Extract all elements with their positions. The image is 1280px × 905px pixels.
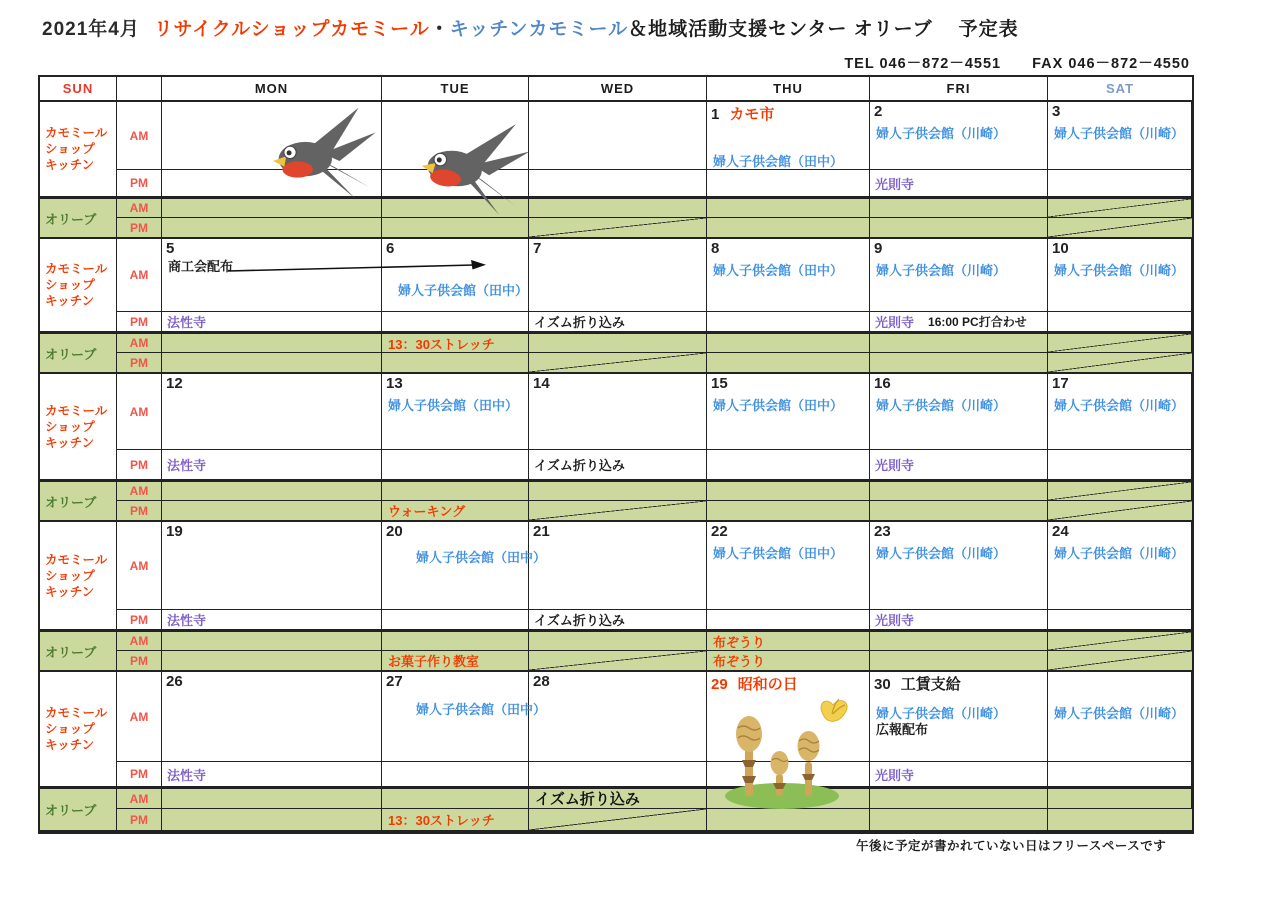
- day-number-row: [382, 374, 528, 392]
- olive-cell: [382, 630, 529, 651]
- pm-cell: [870, 762, 1048, 787]
- day-number: 28: [533, 673, 550, 690]
- pm-cell: [707, 610, 870, 630]
- olive-cell: [162, 630, 382, 651]
- event-text: 婦人子供会館（田中）: [713, 398, 844, 413]
- event-text: 婦人子供会館（川崎）: [876, 706, 1007, 721]
- event-text: 婦人子供会館（田中）: [713, 154, 844, 169]
- event-text: イズム折り込み: [534, 315, 625, 330]
- pm-cell: [870, 610, 1048, 630]
- kamomile-label: [40, 102, 117, 197]
- olive-cell: [870, 651, 1048, 672]
- day-number-row: [529, 522, 706, 540]
- olive-am-label: AM: [117, 630, 162, 651]
- olive-cell: [707, 630, 870, 651]
- day-number-row: [1048, 102, 1191, 120]
- day-number: 1: [711, 106, 720, 123]
- pm-content: [870, 610, 1047, 629]
- day-number: 26: [166, 673, 183, 690]
- pm-content: [529, 312, 706, 331]
- am-label: AM: [117, 374, 162, 450]
- olive-cell: [870, 787, 1048, 809]
- event-text: 婦人子供会館（川崎）: [1054, 263, 1185, 278]
- pm-content: [162, 450, 381, 479]
- day-number-row: [870, 672, 1047, 694]
- week-row: [40, 672, 1192, 832]
- pm-cell: [382, 450, 529, 480]
- olive-cell: [529, 630, 707, 651]
- olive-cell: [529, 332, 707, 353]
- crossed-cell: [1048, 218, 1192, 239]
- olive-cell: [707, 651, 870, 672]
- kamomile-label-line: ショップ: [45, 568, 95, 583]
- crossed-cell: [529, 218, 707, 239]
- day-cell: [162, 374, 382, 450]
- olive-am-label: AM: [117, 332, 162, 353]
- am-label: AM: [117, 239, 162, 312]
- crossed-cell: [1048, 501, 1192, 522]
- day-number: 14: [533, 375, 550, 392]
- footnote: 午後に予定が書かれていない日はフリースペースです: [856, 839, 1167, 853]
- pm-content: [162, 312, 381, 331]
- event-text: 光則寺: [875, 458, 915, 473]
- pm-cell: [162, 312, 382, 332]
- event-text: イズム折り込み: [535, 791, 640, 808]
- event-text: 婦人子供会館（川崎）: [876, 546, 1007, 561]
- day-cell: [529, 522, 707, 610]
- pm-content: [162, 610, 381, 629]
- page-title: [42, 14, 1019, 41]
- day-cell: [870, 672, 1048, 762]
- event-text: 婦人子供会館（田中）: [416, 550, 547, 565]
- crossed-cell: [529, 651, 707, 672]
- crossed-cell: [1048, 353, 1192, 374]
- event-text: 婦人子供会館（田中）: [713, 546, 844, 561]
- pm-cell: [162, 450, 382, 480]
- olive-cell: [529, 787, 707, 809]
- olive-cell: [382, 809, 529, 832]
- olive-cell: [707, 501, 870, 522]
- day-cell: [382, 374, 529, 450]
- pm-cell: [1048, 762, 1192, 787]
- day-number-row: [382, 522, 528, 540]
- day-number-row: [529, 672, 706, 690]
- olive-label: オリーブ: [40, 332, 117, 374]
- pm-cell: [870, 450, 1048, 480]
- pm-cell: [382, 312, 529, 332]
- kamomile-label-line: ショップ: [45, 142, 95, 156]
- day-cell: [707, 374, 870, 450]
- olive-cell: [707, 787, 870, 809]
- olive-label: オリーブ: [40, 480, 117, 522]
- day-number-row: [870, 374, 1047, 392]
- day-cell: [707, 102, 870, 170]
- pm-cell: [707, 762, 870, 787]
- pm-cell: [162, 762, 382, 787]
- pm-label: PM: [117, 610, 162, 630]
- event-text: 婦人子供会館（川崎）: [876, 126, 1007, 141]
- olive-cell: [162, 501, 382, 522]
- pm-cell: [162, 170, 382, 197]
- event-text: 婦人子供会館（田中）: [416, 702, 547, 717]
- am-label: AM: [117, 102, 162, 170]
- pm-cell: [1048, 610, 1192, 630]
- day-cell: [382, 102, 529, 170]
- event-text: 婦人子供会館（川崎）: [876, 398, 1007, 413]
- kamomile-label: [40, 672, 117, 787]
- day-number: 2: [874, 103, 883, 120]
- crossed-cell: [1048, 332, 1192, 353]
- pm-cell: [529, 170, 707, 197]
- day-number: 19: [166, 523, 183, 540]
- day-cell: [162, 672, 382, 762]
- day-number: 29: [711, 676, 728, 693]
- olive-cell: [382, 218, 529, 239]
- event-text: 布ぞうり: [713, 634, 766, 650]
- day-number-row: [1048, 522, 1191, 540]
- event-text: イズム折り込み: [534, 458, 625, 473]
- schedule-table: [38, 75, 1194, 834]
- week-row: [40, 374, 1192, 522]
- olive-cell: [382, 651, 529, 672]
- am-label: AM: [117, 522, 162, 610]
- kamomile-label-line: カモミール: [45, 403, 108, 418]
- week-row: [40, 239, 1192, 374]
- title-month: 2021年4月: [42, 19, 140, 40]
- crossed-cell: [1048, 197, 1192, 218]
- day-number-row: [870, 102, 1047, 120]
- event-text: イズム折り込み: [534, 613, 625, 628]
- crossed-cell: [1048, 630, 1192, 651]
- kamomile-label-line: ショップ: [45, 278, 95, 292]
- pm-cell: [382, 170, 529, 197]
- event-text: 光則寺: [875, 613, 915, 628]
- olive-label: オリーブ: [40, 197, 117, 239]
- pm-cell: [529, 312, 707, 332]
- pm-cell: [529, 762, 707, 787]
- event-text: 法性寺: [167, 458, 207, 473]
- olive-cell: [162, 809, 382, 832]
- day-number-row: [707, 102, 869, 124]
- pm-content: [870, 450, 1047, 479]
- olive-cell: [382, 787, 529, 809]
- day-cell: [1048, 374, 1192, 450]
- day-number-row: [162, 522, 381, 540]
- day-cell: [529, 672, 707, 762]
- day-title: カモ市: [729, 106, 775, 123]
- day-number: 8: [711, 240, 720, 257]
- event-text: 法性寺: [167, 613, 207, 628]
- crossed-cell: [1048, 651, 1192, 672]
- crossed-cell: [529, 353, 707, 374]
- event-text: 法性寺: [167, 315, 207, 330]
- day-number-row: [382, 672, 528, 690]
- day-number-row: [382, 239, 528, 257]
- kamomile-label-line: キッチン: [45, 738, 95, 752]
- olive-cell: [529, 480, 707, 501]
- pm-cell: [1048, 312, 1192, 332]
- day-cell: [870, 239, 1048, 312]
- event-text: 13：30ストレッチ: [388, 813, 495, 828]
- kamomile-label-line: キッチン: [45, 584, 95, 599]
- olive-cell: [1048, 809, 1192, 832]
- olive-cell: [707, 197, 870, 218]
- olive-cell: [1048, 787, 1192, 809]
- event-text: 婦人子供会館（田中）: [398, 283, 529, 298]
- pm-label: PM: [117, 762, 162, 787]
- pm-label: PM: [117, 170, 162, 197]
- olive-cell: [529, 197, 707, 218]
- pm-cell: [870, 170, 1048, 197]
- crossed-cell: [529, 809, 707, 832]
- kamomile-label: [40, 239, 117, 332]
- day-cell: [707, 522, 870, 610]
- day-number: 21: [533, 523, 550, 540]
- title-kitchen: キッチンカモミール: [449, 19, 629, 40]
- day-number: 24: [1052, 523, 1069, 540]
- day-number-row: [707, 374, 869, 392]
- day-cell: [162, 102, 382, 170]
- header-cell-sun: SUN: [40, 77, 117, 102]
- olive-cell: [382, 353, 529, 374]
- pm-content: [870, 762, 1047, 786]
- day-number-row: [707, 672, 869, 694]
- kamomile-label-line: カモミール: [45, 706, 108, 720]
- day-cell: [870, 102, 1048, 170]
- event-text: 光則寺: [875, 767, 915, 783]
- header-cell-empty: [117, 77, 162, 102]
- day-cell: [162, 239, 382, 312]
- header-cell-thu: THU: [707, 77, 870, 102]
- olive-am-label: AM: [117, 197, 162, 218]
- day-number-row: [870, 522, 1047, 540]
- day-number: 13: [386, 375, 403, 392]
- olive-cell: [707, 218, 870, 239]
- header-cell-mon: MON: [162, 77, 382, 102]
- title-dot: ・: [429, 19, 450, 40]
- kamomile-label-line: カモミール: [45, 126, 108, 140]
- pm-cell: [382, 610, 529, 630]
- olive-cell: [162, 787, 382, 809]
- day-number: 16: [874, 375, 891, 392]
- pm-cell: [382, 762, 529, 787]
- event-text: 16:00 PC打合わせ: [928, 315, 1027, 329]
- event-text: 婦人子供会館（田中）: [388, 398, 519, 413]
- kamomile-label-line: ショップ: [45, 419, 95, 434]
- olive-pm-label: PM: [117, 353, 162, 374]
- olive-cell: [707, 809, 870, 832]
- event-text: 婦人子供会館（川崎）: [1054, 706, 1185, 721]
- day-cell: [1048, 672, 1192, 762]
- kamomile-label-line: カモミール: [45, 552, 108, 567]
- olive-cell: [870, 197, 1048, 218]
- day-number: 7: [533, 240, 542, 257]
- header-cell-tue: TUE: [382, 77, 529, 102]
- pm-content: [870, 170, 1047, 196]
- olive-pm-label: PM: [117, 218, 162, 239]
- day-number: 30: [874, 676, 891, 693]
- title-suffix: 予定表: [958, 19, 1019, 40]
- header-cell-fri: FRI: [870, 77, 1048, 102]
- day-number: 9: [874, 240, 883, 257]
- kamomile-label-line: キッチン: [45, 435, 95, 450]
- olive-cell: [162, 353, 382, 374]
- olive-cell: [382, 332, 529, 353]
- day-number-row: [529, 239, 706, 257]
- event-text: 布ぞうり: [713, 654, 766, 669]
- olive-cell: [870, 353, 1048, 374]
- day-number-row: [707, 239, 869, 257]
- contact-line: TEL 046－872－4551 FAX 046－872－4550: [844, 56, 1190, 72]
- day-number: 20: [386, 523, 403, 540]
- crossed-cell: [1048, 480, 1192, 501]
- event-text: お菓子作り教室: [388, 654, 480, 669]
- event-text: 光則寺: [875, 176, 915, 192]
- day-number: 15: [711, 375, 728, 392]
- olive-cell: [382, 480, 529, 501]
- title-shop: リサイクルショップカモミール: [153, 19, 430, 40]
- pm-cell: [529, 450, 707, 480]
- day-cell: [1048, 239, 1192, 312]
- day-cell: [870, 374, 1048, 450]
- event-text: 婦人子供会館（川崎）: [876, 263, 1007, 278]
- kamomile-label-line: カモミール: [45, 262, 108, 276]
- olive-am-label: AM: [117, 480, 162, 501]
- pm-cell: [529, 610, 707, 630]
- olive-am-label: AM: [117, 787, 162, 809]
- olive-label: オリーブ: [40, 630, 117, 672]
- event-text: 婦人子供会館（田中）: [713, 263, 844, 278]
- event-text: 婦人子供会館（川崎）: [1054, 546, 1185, 561]
- pm-cell: [707, 312, 870, 332]
- day-cell: [707, 672, 870, 762]
- olive-cell: [707, 332, 870, 353]
- day-cell: [529, 239, 707, 312]
- olive-cell: [870, 332, 1048, 353]
- day-number: 22: [711, 523, 728, 540]
- day-number: 5: [166, 240, 175, 257]
- pm-cell: [162, 610, 382, 630]
- day-number-row: [529, 374, 706, 392]
- week-row: [40, 102, 1192, 239]
- olive-cell: [162, 480, 382, 501]
- event-text: 広報配布: [876, 722, 929, 737]
- day-title: 工賃支給: [900, 676, 961, 693]
- kamomile-label: [40, 522, 117, 630]
- day-cell: [529, 374, 707, 450]
- pm-label: PM: [117, 450, 162, 480]
- olive-cell: [162, 197, 382, 218]
- pm-cell: [1048, 450, 1192, 480]
- day-number: 17: [1052, 375, 1069, 392]
- olive-cell: [707, 353, 870, 374]
- title-rest: ＆地域活動支援センター オリーブ: [628, 19, 933, 40]
- pm-content: [529, 610, 706, 629]
- week-row: [40, 522, 1192, 672]
- kamomile-label: [40, 374, 117, 480]
- event-text: 婦人子供会館（川崎）: [1054, 398, 1185, 413]
- olive-pm-label: PM: [117, 651, 162, 672]
- day-cell: [162, 522, 382, 610]
- day-number-row: [162, 239, 381, 257]
- olive-cell: [162, 218, 382, 239]
- day-number: 10: [1052, 240, 1069, 257]
- event-text: 光則寺: [875, 315, 915, 330]
- olive-cell: [162, 651, 382, 672]
- event-text: 婦人子供会館（川崎）: [1054, 126, 1185, 141]
- olive-cell: [707, 480, 870, 501]
- olive-label: オリーブ: [40, 787, 117, 832]
- event-text: 商工会配布: [168, 259, 234, 274]
- olive-cell: [870, 218, 1048, 239]
- day-cell: [1048, 522, 1192, 610]
- kamomile-label-line: キッチン: [45, 158, 95, 172]
- header-row: [40, 77, 1192, 102]
- pm-cell: [707, 170, 870, 197]
- olive-cell: [870, 480, 1048, 501]
- day-number: 27: [386, 673, 403, 690]
- pm-content: [870, 312, 1047, 331]
- day-cell: [1048, 102, 1192, 170]
- day-number-row: [707, 522, 869, 540]
- olive-cell: [382, 501, 529, 522]
- pm-content: [529, 450, 706, 479]
- olive-cell: [382, 197, 529, 218]
- olive-cell: [162, 332, 382, 353]
- am-label: AM: [117, 672, 162, 762]
- olive-cell: [870, 809, 1048, 832]
- olive-pm-label: PM: [117, 501, 162, 522]
- olive-pm-label: PM: [117, 809, 162, 832]
- kamomile-label-line: ショップ: [45, 722, 95, 736]
- header-cell-sat: SAT: [1048, 77, 1192, 102]
- day-title: 昭和の日: [737, 676, 798, 693]
- day-number-row: [870, 239, 1047, 257]
- day-cell: [870, 522, 1048, 610]
- day-number-row: [162, 672, 381, 690]
- pm-label: PM: [117, 312, 162, 332]
- pm-cell: [707, 450, 870, 480]
- duration-arrow-icon: [228, 261, 486, 277]
- pm-cell: [870, 312, 1048, 332]
- crossed-cell: [529, 501, 707, 522]
- kamomile-label-line: キッチン: [45, 294, 95, 308]
- day-number-row: [1048, 239, 1191, 257]
- header-cell-wed: WED: [529, 77, 707, 102]
- pm-content: [162, 762, 381, 786]
- day-cell: [707, 239, 870, 312]
- day-number: 6: [386, 240, 395, 257]
- event-text: ウォーキング: [388, 504, 466, 519]
- day-number-row: [1048, 374, 1191, 392]
- olive-cell: [870, 630, 1048, 651]
- day-number-row: [162, 374, 381, 392]
- event-text: 法性寺: [167, 767, 207, 783]
- day-number: 3: [1052, 103, 1061, 120]
- event-text: 13：30ストレッチ: [388, 336, 495, 352]
- day-number: 23: [874, 523, 891, 540]
- day-cell: [529, 102, 707, 170]
- pm-cell: [1048, 170, 1192, 197]
- day-number: 12: [166, 375, 183, 392]
- olive-cell: [870, 501, 1048, 522]
